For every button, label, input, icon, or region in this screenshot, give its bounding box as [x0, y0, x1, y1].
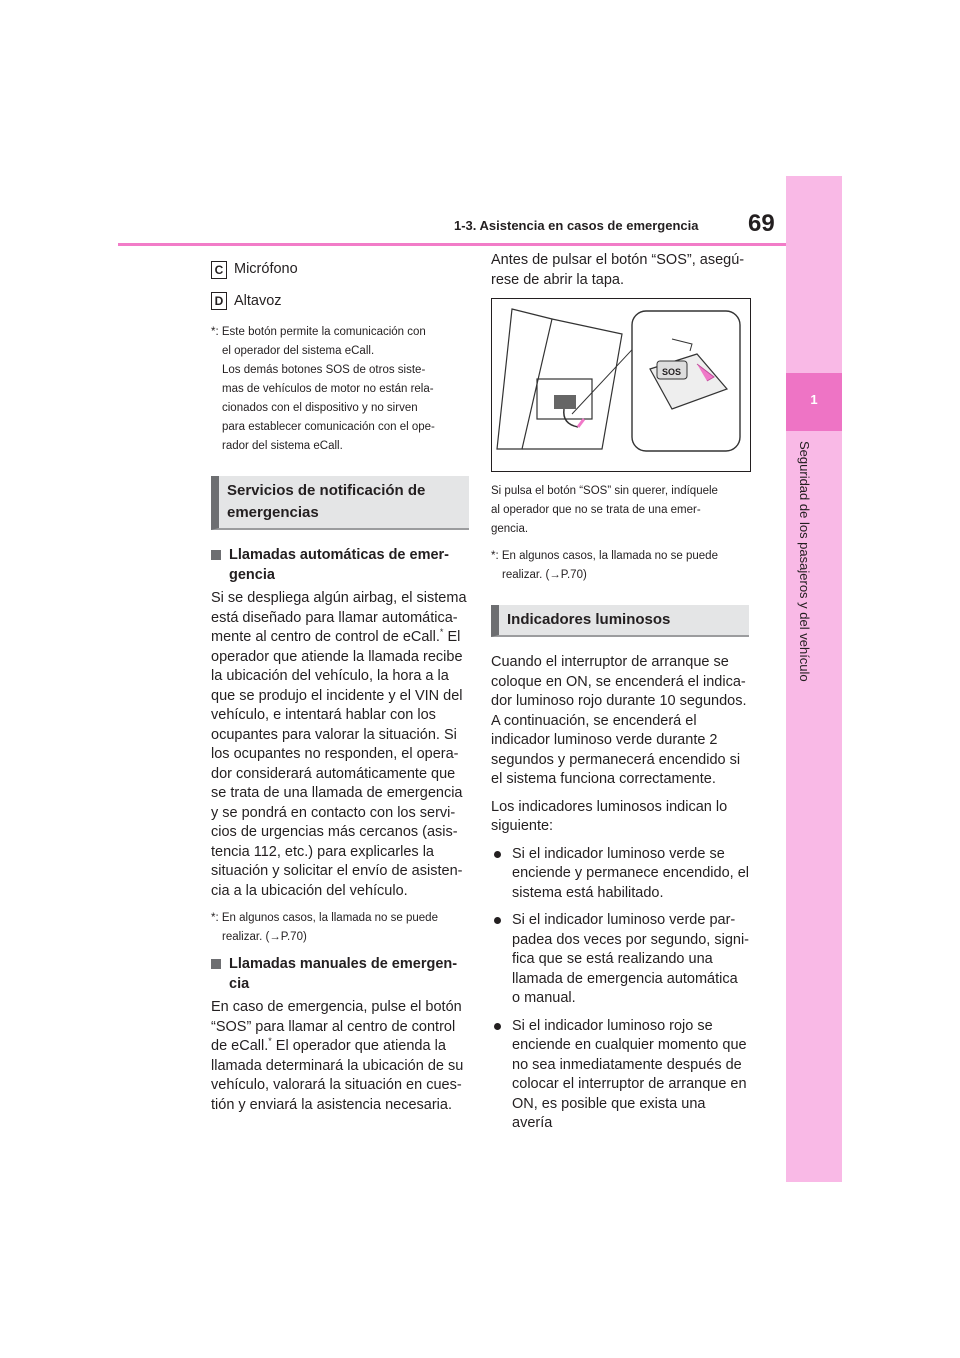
bullet-dot-icon: [494, 851, 501, 858]
note-line: En algunos casos, la llamada no se puede: [501, 550, 718, 562]
subheading-manual-text: Llamadas manuales de emergen-cia: [229, 956, 458, 992]
right-note: [491, 547, 749, 585]
bullet-text: Si el indicador luminoso verde se enciende y permanece encendido, el sistema está habilitado.: [512, 845, 749, 901]
footnote-line: rador del sistema eCall.: [222, 440, 343, 452]
letter-c-box: C: [211, 261, 227, 279]
note-mark: *:: [491, 550, 499, 562]
item-c: [211, 260, 469, 280]
bullet-text: Si el indicador luminoso rojo se enciende en cualquier momento que no sea inmediatamente después de colocar el interruptor de arranque en ON, es posible que exista una avería: [512, 1017, 747, 1131]
asterisk: *: [268, 1036, 272, 1047]
footnote-line: para establecer comunicación con el ope-: [222, 421, 435, 433]
footnote: [211, 323, 469, 456]
note-line: En algunos casos, la llamada no se puede: [221, 912, 438, 924]
footnote-line: mas de vehículos de motor no están rela-: [222, 383, 434, 395]
note-line-link[interactable]: realizar. (→P.70): [222, 931, 307, 943]
manual-text-part2: El operador que atienda la llamada determinará la ubicación de su vehículo, valorará la situación en cues-tión y enviará la asistencia necesaria.: [211, 1038, 464, 1113]
footnote-line: cionados con el dispositivo y no sirven: [222, 402, 418, 414]
illustration-sos-label: SOS: [662, 367, 682, 377]
manual-paragraph: [211, 998, 469, 1115]
indicators-paragraph-2: Los indicadores luminosos indican lo siguiente:: [491, 798, 728, 834]
letter-d-box: D: [211, 292, 227, 310]
automatic-text-part2: El operador que atiende la llamada recibe la ubicación del vehículo, la hora a la que se produjo el incidente y el VIN del vehículo, e intentará hablar con los ocupantes para valorar la situación. Si los ocupantes no responden, el opera-dor considerará automáticamente que se trata de una llamada de emergencia y se pondrá en contacto con los servi-cios de urgencias más cercanos (asis-tencia 112, etc.) para explicarles la situación y solicitar el envío de asisten-cia a la ubicación del vehículo.: [211, 629, 463, 899]
item-d: [211, 292, 469, 312]
subheading-automatic: [211, 546, 469, 585]
side-tab-number: 1: [810, 392, 818, 407]
square-bullet-icon: [211, 959, 221, 969]
left-column: [211, 260, 469, 1123]
automatic-note: [211, 909, 469, 947]
overhead-console-icon: [492, 299, 750, 471]
footnote-mark: *:: [211, 326, 219, 338]
bullet-item: [491, 1017, 749, 1134]
side-tab-label: Seguridad de los pasajeros y del vehículo: [797, 441, 812, 682]
bullet-dot-icon: [494, 1023, 501, 1030]
section-title-indicators: Indicadores luminosos: [491, 605, 749, 637]
bullet-dot-icon: [494, 917, 501, 924]
bullet-item: [491, 911, 749, 1009]
right-column: [491, 251, 749, 1142]
note-line-link[interactable]: realizar. (→P.70): [502, 569, 587, 581]
caption-line: gencia.: [491, 523, 529, 535]
item-c-label: Micrófono: [234, 261, 298, 277]
footnote-line: el operador del sistema eCall.: [222, 345, 375, 357]
caption-line: al operador que no se trata de una emer-: [491, 504, 701, 516]
illustration-caption: [491, 482, 749, 539]
manual-text-part1: En caso de emergencia, pulse el botón “SOS” para llamar al centro de control de eCall.: [211, 999, 462, 1054]
subheading-automatic-text: Llamadas automáticas de emer-gencia: [229, 547, 450, 583]
caption-line: Si pulsa el botón “SOS” sin querer, indíquele: [491, 485, 718, 497]
intro-paragraph: Antes de pulsar el botón “SOS”, asegú-rese de abrir la tapa.: [491, 252, 745, 288]
header-title: 1-3. Asistencia en casos de emergencia: [454, 218, 699, 233]
automatic-text-part1: Si se despliega algún airbag, el sistema está diseñado para llamar automática-mente al centro de control de eCall.: [211, 590, 467, 645]
item-d-label: Altavoz: [234, 292, 282, 309]
indicators-paragraph-1: Cuando el interruptor de arranque se coloque en ON, se encenderá el indica-dor luminoso rojo durante 10 segundos. A continuación, se encenderá el indicador luminoso verde durante 2 segundos y permanecerá encendido si el sistema funciona correctamente.: [491, 654, 747, 787]
subheading-manual: [211, 955, 469, 994]
section-title-notification: Servicios de notificación de emergencias: [211, 476, 469, 530]
bullet-item: [491, 845, 749, 904]
asterisk: *: [439, 627, 444, 638]
footnote-line: Los demás botones SOS de otros siste-: [222, 364, 426, 376]
automatic-paragraph: [211, 589, 469, 901]
bullet-text: Si el indicador luminoso verde par-padea dos veces por segundo, signi-fica que se está realizando una llamada de emergencia automática o manual.: [512, 912, 749, 1006]
sos-button-illustration: [491, 298, 751, 472]
square-bullet-icon: [211, 550, 221, 560]
header-rule: [118, 243, 786, 246]
footnote-line: Este botón permite la comunicación con: [221, 326, 426, 338]
note-mark: *:: [211, 912, 219, 924]
page-number: 69: [748, 210, 775, 237]
